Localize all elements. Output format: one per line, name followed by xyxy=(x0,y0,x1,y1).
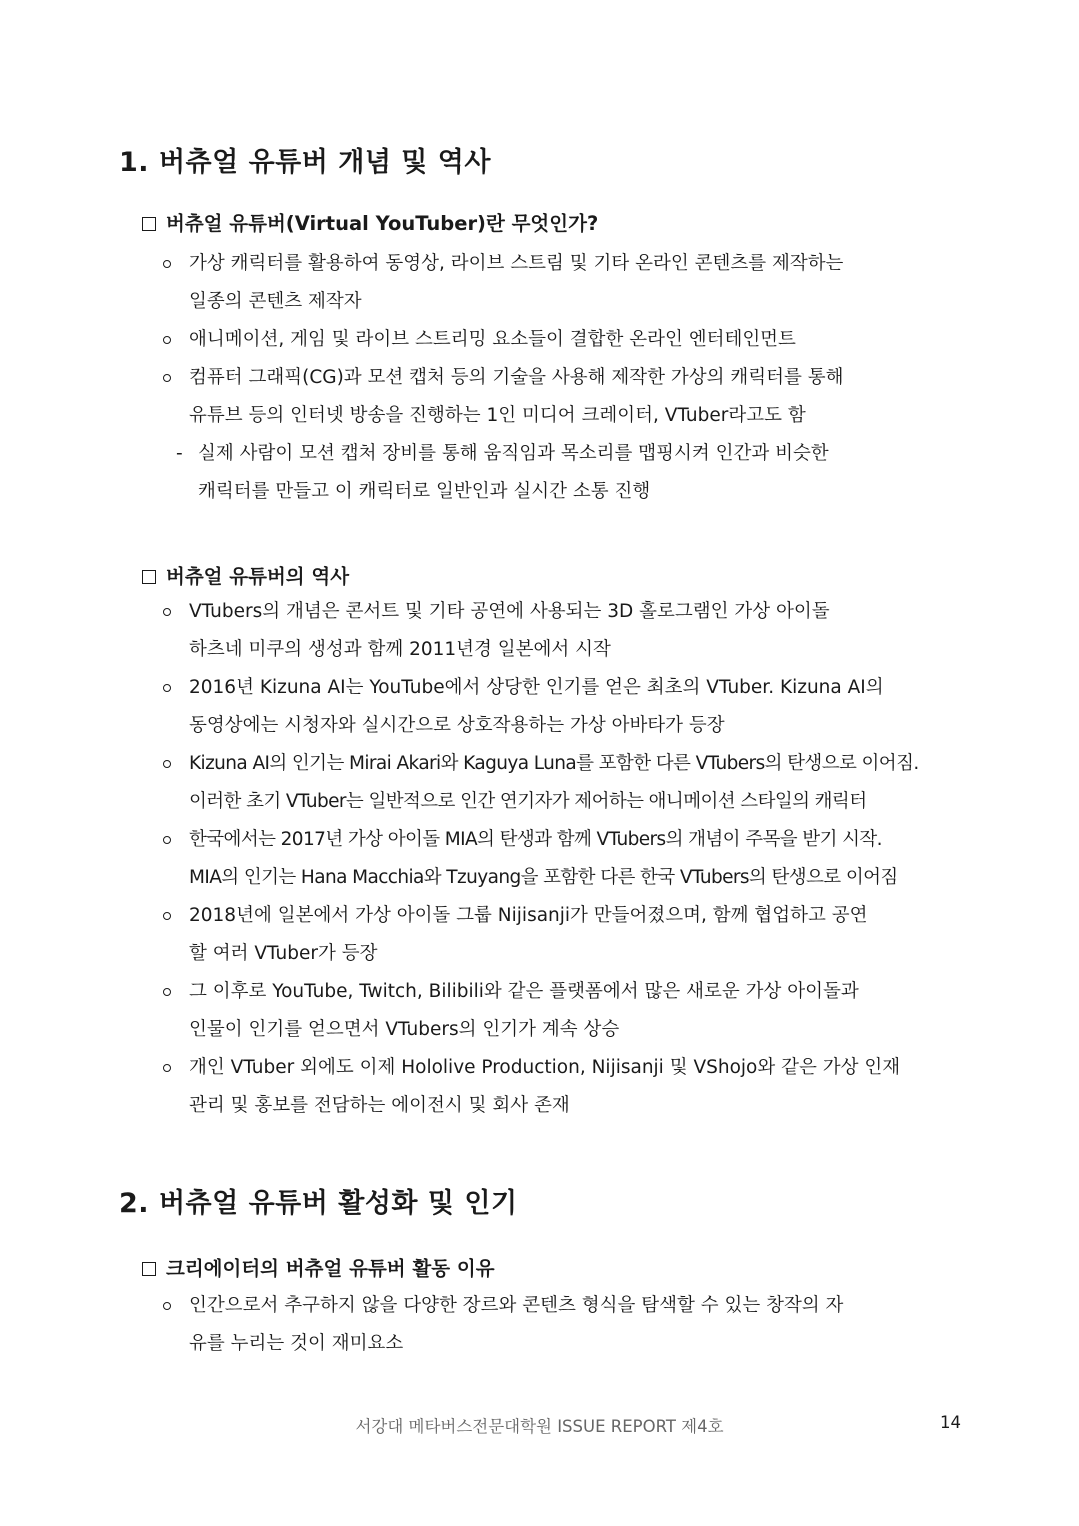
bullet-item xyxy=(163,897,868,973)
bullet-item xyxy=(163,669,884,745)
checkbox-square-icon xyxy=(142,570,156,584)
bullet-line: 애니메이션, 게임 및 라이브 스트리밍 요소들이 결합한 온라인 엔터테인먼트 xyxy=(189,329,796,350)
subsection-title: 버츄얼 유튜버(Virtual YouTuber)란 무엇인가? xyxy=(166,212,599,235)
bullet-line: Kizuna AI의 인기는 Mirai Akari와 Kaguya Luna를 포함한 다른 VTubers의 탄생으로 이어짐. xyxy=(189,753,919,774)
checkbox-square-icon xyxy=(142,1262,156,1276)
subsection-heading xyxy=(142,561,349,589)
bullet-line: 유튜브 등의 인터넷 방송을 진행하는 1인 미디어 크레이터, VTuber라고도 함 xyxy=(189,405,806,426)
bullet-item xyxy=(163,359,844,435)
section-heading: 2. 버츄얼 유튜버 활성화 및 인기 xyxy=(119,1188,518,1219)
subsection-heading xyxy=(142,208,598,236)
section-heading: 1. 버츄얼 유튜버 개념 및 역사 xyxy=(119,147,491,178)
bullet-line: 그 이후로 YouTube, Twitch, Bilibili와 같은 플랫폼에서 많은 새로운 가상 아이돌과 xyxy=(189,981,859,1002)
dash-marker: - xyxy=(176,443,183,464)
bullet-line: 가상 캐릭터를 활용하여 동영상, 라이브 스트림 및 기타 온라인 콘텐츠를 제작하는 xyxy=(189,253,844,274)
bullet-line: 한국에서는 2017년 가상 아이돌 MIA의 탄생과 함께 VTubers의 개념이 주목을 받기 시작. xyxy=(189,829,882,850)
bullet-line: 인간으로서 추구하지 않을 다양한 장르와 콘텐츠 형식을 탐색할 수 있는 창작의 자 xyxy=(189,1295,844,1316)
footer-title: 서강대 메타버스전문대학원 ISSUE REPORT 제4호 xyxy=(355,1417,724,1436)
dash-line: 실제 사람이 모션 캡처 장비를 통해 움직임과 목소리를 맵핑시켜 인간과 비슷한 xyxy=(198,443,829,464)
bullet-line: VTubers의 개념은 콘서트 및 기타 공연에 사용되는 3D 홀로그램인 가상 아이돌 xyxy=(189,601,830,622)
bullet-item xyxy=(163,593,830,669)
bullet-line: 동영상에는 시청자와 실시간으로 상호작용하는 가상 아바타가 등장 xyxy=(189,715,725,736)
subsection-heading xyxy=(142,1253,495,1281)
bullet-item xyxy=(163,821,898,897)
dash-item xyxy=(176,435,829,511)
bullet-line: 관리 및 홍보를 전담하는 에이전시 및 회사 존재 xyxy=(189,1095,570,1116)
bullet-line: MIA의 인기는 Hana Macchia와 Tzuyang을 포함한 다른 한국 VTubers의 탄생으로 이어짐 xyxy=(189,867,898,888)
bullet-line: 이러한 초기 VTuber는 일반적으로 인간 연기자가 제어하는 애니메이션 스타일의 캐릭터 xyxy=(189,791,867,812)
checkbox-square-icon xyxy=(142,217,156,231)
bullet-line: 개인 VTuber 외에도 이제 Hololive Production, Nijisanji 및 VShojo와 같은 가상 인재 xyxy=(189,1057,901,1078)
bullet-line: 유를 누리는 것이 재미요소 xyxy=(189,1333,404,1354)
bullet-line: 2018년에 일본에서 가상 아이돌 그룹 Nijisanji가 만들어졌으며, 함께 협업하고 공연 xyxy=(189,905,868,926)
bullet-item xyxy=(163,245,843,321)
bullet-line: 컴퓨터 그래픽(CG)과 모션 캡처 등의 기술을 사용해 제작한 가상의 캐릭터를 통해 xyxy=(189,367,844,388)
page-number: 14 xyxy=(940,1413,961,1432)
bullet-item xyxy=(163,973,859,1049)
subsection-title: 크리에이터의 버츄얼 유튜버 활동 이유 xyxy=(166,1257,495,1280)
bullet-line: 하츠네 미쿠의 생성과 함께 2011년경 일본에서 시작 xyxy=(189,639,611,660)
subsection-title: 버츄얼 유튜버의 역사 xyxy=(166,565,350,588)
bullet-item xyxy=(163,1049,900,1125)
bullet-item xyxy=(163,321,796,359)
bullet-line: 일종의 콘텐츠 제작자 xyxy=(189,291,362,312)
bullet-line: 인물이 인기를 얻으면서 VTubers의 인기가 계속 상승 xyxy=(189,1019,620,1040)
bullet-line: 2016년 Kizuna AI는 YouTube에서 상당한 인기를 얻은 최초의 VTuber. Kizuna AI의 xyxy=(189,677,884,698)
bullet-line: 할 여러 VTuber가 등장 xyxy=(189,943,378,964)
dash-line: 캐릭터를 만들고 이 캐릭터로 일반인과 실시간 소통 진행 xyxy=(198,481,651,502)
bullet-item xyxy=(163,1287,843,1363)
bullet-item xyxy=(163,745,919,821)
